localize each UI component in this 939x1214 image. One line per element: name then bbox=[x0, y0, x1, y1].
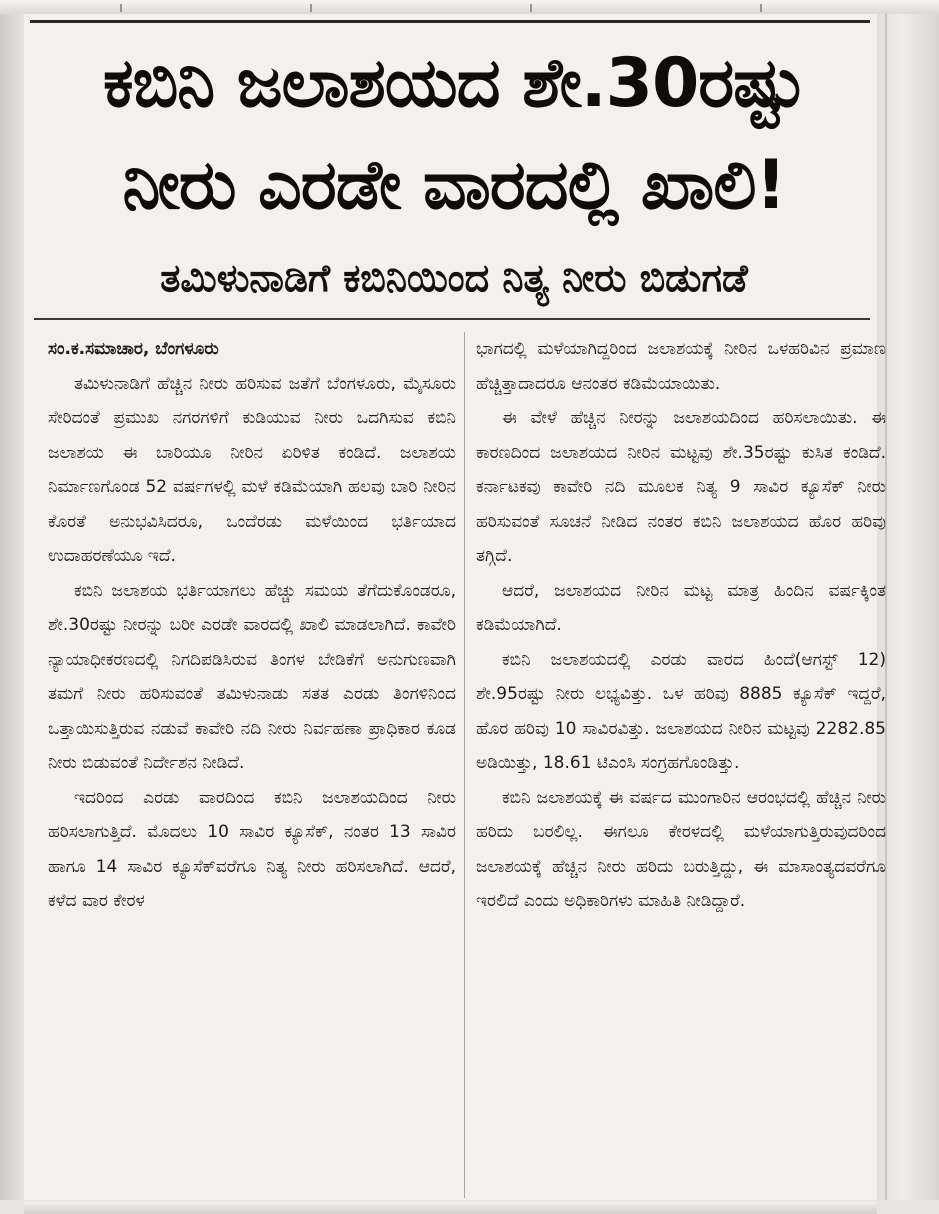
left-column bbox=[48, 332, 456, 919]
column-divider bbox=[464, 332, 465, 1198]
byline: ಸಂ.ಕ.ಸಮಾಚಾರ, ಬೆಂಗಳೂರು bbox=[48, 339, 219, 359]
bottom-edge bbox=[24, 1202, 877, 1214]
edge-mark bbox=[310, 4, 312, 12]
subheadline-rule bbox=[34, 318, 870, 320]
page-top-edge bbox=[0, 0, 939, 15]
top-rule bbox=[30, 20, 870, 23]
paragraph: ಇದರಿಂದ ಎರಡು ವಾರದಿಂದ ಕಬಿನಿ ಜಲಾಶಯದಿಂದ ನೀರು ಹರಿಸಲಾಗುತ್ತಿದೆ. ಮೊದಲು 10 ಸಾವಿರ ಕ್ಯೂಸೆಕ್, ನಂತರ 13 ಸಾವಿರ ಹಾಗೂ 14 ಸಾವಿರ ಕ್ಯೂಸೆಕ್‌ವರೆಗೂ ನಿತ್ಯ ನೀರು ಹರಿಸಲಾಗಿದೆ. ಆದರೆ, ಕಳೆದ ವಾರ ಕೇರಳ bbox=[48, 787, 456, 911]
paragraph: ಆದರೆ, ಜಲಾಶಯದ ನೀರಿನ ಮಟ್ಟ ಮಾತ್ರ ಹಿಂದಿನ ವರ್ಷಕ್ಕಿಂತ ಕಡಿಮೆಯಾಗಿದೆ. bbox=[476, 580, 886, 635]
edge-mark bbox=[530, 4, 532, 12]
paragraph: ಕಬಿನಿ ಜಲಾಶಯ ಭರ್ತಿಯಾಗಲು ಹೆಚ್ಚು ಸಮಯ ತೆಗೆದುಕೊಂಡರೂ, ಶೇ.30ರಷ್ಟು ನೀರನ್ನು ಬರೀ ಎರಡೇ ವಾರದಲ್ಲಿ ಖಾಲಿ ಮಾಡಲಾಗಿದೆ. ಕಾವೇರಿ ನ್ಯಾಯಾಧೀಕರಣದಲ್ಲಿ ನಿಗದಿಪಡಿಸಿರುವ ತಿಂಗಳ ಬೇಡಿಕೆಗೆ ಅನುಗುಣವಾಗಿ ತಮಗೆ ನೀರು ಹರಿಸುವಂತೆ ತಮಿಳುನಾಡು ಸತತ ಎರಡು ತಿಂಗಳಿನಿಂದ ಒತ್ತಾಯಿಸುತ್ತಿರುವ ನಡುವೆ ಕಾವೇರಿ ನದಿ ನೀರು ನಿರ್ವಹಣಾ ಪ್ರಾಧಿಕಾರ ಕೂಡ ನೀರು ಬಿಡುವಂತೆ ನಿರ್ದೇಶನ ನೀಡಿದೆ. bbox=[48, 580, 456, 773]
headline-line-1: ಕಬಿನಿ ಜಲಾಶಯದ ಶೇ.30ರಷ್ಟು bbox=[103, 44, 805, 123]
headline-line-2: ನೀರು ಎರಡೇ ವಾರದಲ್ಲಿ ಖಾಲಿ! bbox=[122, 146, 786, 225]
paragraph: ಕಬಿನಿ ಜಲಾಶಯಕ್ಕೆ ಈ ವರ್ಷದ ಮುಂಗಾರಿನ ಆರಂಭದಲ್ಲಿ ಹೆಚ್ಚಿನ ನೀರು ಹರಿದು ಬರಲಿಲ್ಲ. ಈಗಲೂ ಕೇರಳದಲ್ಲಿ ಮಳೆಯಾಗುತ್ತಿರುವುದರಿಂದ ಜಲಾಶಯಕ್ಕೆ ಹೆಚ್ಚಿನ ನೀರು ಹರಿದು ಬರುತ್ತಿದ್ದು, ಈ ಮಾಸಾಂತ್ಯದವರೆಗೂ ಇರಲಿದೆ ಎಂದು ಅಧಿಕಾರಿಗಳು ಮಾಹಿತಿ ನೀಡಿದ್ದಾರೆ. bbox=[476, 787, 886, 911]
edge-mark bbox=[120, 4, 122, 12]
newspaper-clipping bbox=[24, 14, 886, 1200]
paragraph: ಈ ವೇಳೆ ಹೆಚ್ಚಿನ ನೀರನ್ನು ಜಲಾಶಯದಿಂದ ಹರಿಸಲಾಯಿತು. ಈ ಕಾರಣದಿಂದ ಜಲಾಶಯದ ನೀರಿನ ಮಟ್ಟವು ಶೇ.35ರಷ್ಟು ಕುಸಿತ ಕಂಡಿದೆ. ಕರ್ನಾಟಕವು ಕಾವೇರಿ ನದಿ ಮೂಲಕ ನಿತ್ಯ 9 ಸಾವಿರ ಕ್ಯೂಸೆಕ್ ನೀರು ಹರಿಸುವಂತೆ ಸೂಚನೆ ನೀಡಿದ ನಂತರ ಕಬಿನಿ ಜಲಾಶಯದ ಹೊರ ಹರಿವು ತಗ್ಗಿದೆ. bbox=[476, 408, 886, 566]
left-margin bbox=[0, 14, 24, 1200]
paragraph: ಭಾಗದಲ್ಲಿ ಮಳೆಯಾಗಿದ್ದರಿಂದ ಜಲಾಶಯಕ್ಕೆ ನೀರಿನ ಒಳಹರಿವಿನ ಪ್ರಮಾಣ ಹೆಚ್ಚಿತ್ತಾದಾದರೂ ಆನಂತರ ಕಡಿಮೆಯಾಯಿತು. bbox=[476, 339, 886, 394]
paragraph: ತಮಿಳುನಾಡಿಗೆ ಹೆಚ್ಚಿನ ನೀರು ಹರಿಸುವ ಜತೆಗೆ ಬೆಂಗಳೂರು, ಮೈಸೂರು ಸೇರಿದಂತೆ ಪ್ರಮುಖ ನಗರಗಳಿಗೆ ಕುಡಿಯುವ ನೀರು ಒದಗಿಸುವ ಕಬಿನಿ ಜಲಾಶಯ ಈ ಬಾರಿಯೂ ನೀರಿನ ಏರಿಳಿತ ಕಂಡಿದೆ. ಜಲಾಶಯ ನಿರ್ಮಾಣಗೊಂಡ 52 ವರ್ಷಗಳಲ್ಲಿ ಮಳೆ ಕಡಿಮೆಯಾಗಿ ಹಲವು ಬಾರಿ ನೀರಿನ ಕೊರತೆ ಅನುಭವಿಸಿದರೂ, ಒಂದೆರಡು ಮಳೆಯಿಂದ ಭರ್ತಿಯಾದ ಉದಾಹರಣೆಯೂ ಇದೆ. bbox=[48, 373, 456, 566]
edge-mark bbox=[760, 4, 762, 12]
subheadline: ತಮಿಳುನಾಡಿಗೆ ಕಬಿನಿಯಿಂದ ನಿತ್ಯ ನೀರು ಬಿಡುಗಡೆ bbox=[160, 256, 748, 300]
right-column bbox=[476, 332, 886, 919]
paragraph: ಕಬಿನಿ ಜಲಾಶಯದಲ್ಲಿ ಎರಡು ವಾರದ ಹಿಂದೆ(ಆಗಸ್ಟ್ 12) ಶೇ.95ರಷ್ಟು ನೀರು ಲಭ್ಯವಿತ್ತು. ಒಳ ಹರಿವು 8885 ಕ್ಯೂಸೆಕ್ ಇದ್ದರೆ, ಹೊರ ಹರಿವು 10 ಸಾವಿರವಿತ್ತು. ಜಲಾಶಯದ ನೀರಿನ ಮಟ್ಟವು 2282.85 ಅಡಿಯಿತ್ತು, 18.61 ಟಿಎಂಸಿ ಸಂಗ್ರಹಗೊಂಡಿತ್ತು. bbox=[476, 649, 886, 773]
right-margin bbox=[877, 14, 939, 1200]
